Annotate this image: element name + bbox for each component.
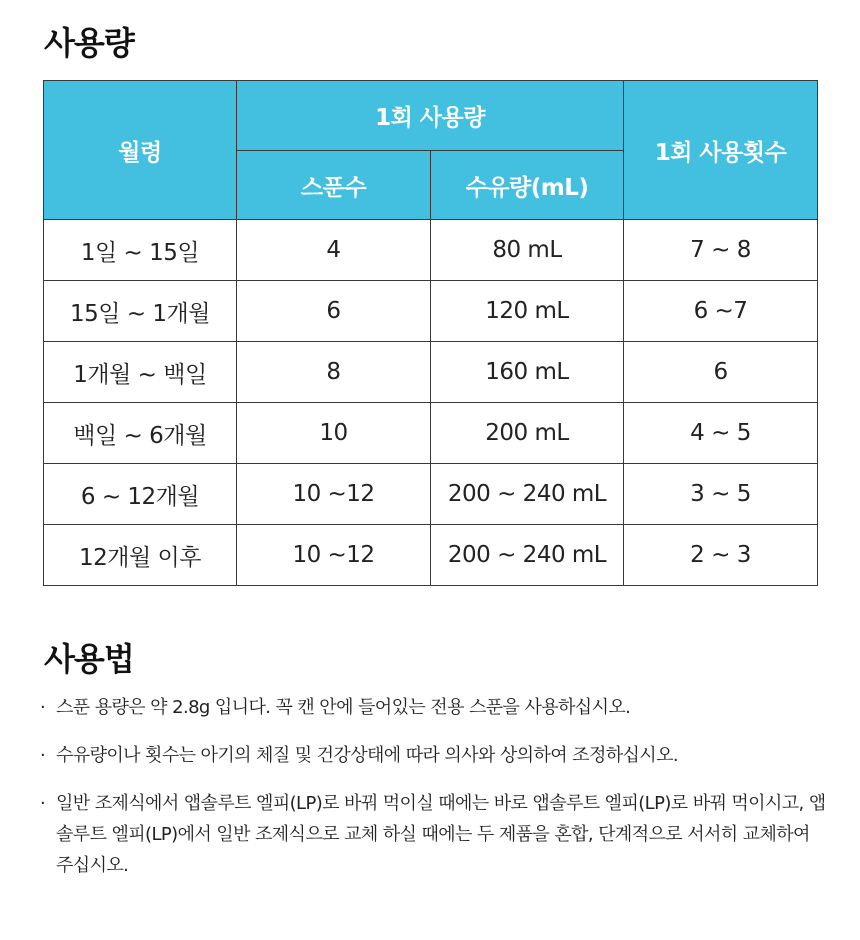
cell-water: 200 ~ 240 mL — [431, 464, 624, 525]
bullet-dot: · — [40, 745, 46, 766]
list-item — [40, 788, 830, 881]
cell-times: 6 ~7 — [624, 281, 818, 342]
cell-age: 1개월 ~ 백일 — [44, 342, 237, 403]
cell-scoops: 10 ~12 — [237, 464, 431, 525]
header-times: 1회 사용횟수 — [624, 81, 818, 220]
header-scoops: 스푼수 — [237, 151, 431, 220]
bullet-dot: · — [40, 793, 46, 814]
cell-age: 백일 ~ 6개월 — [44, 403, 237, 464]
cell-times: 7 ~ 8 — [624, 220, 818, 281]
cell-scoops: 10 — [237, 403, 431, 464]
list-item — [40, 692, 830, 723]
cell-water: 200 mL — [431, 403, 624, 464]
table-row — [44, 525, 818, 586]
cell-scoops: 10 ~12 — [237, 525, 431, 586]
cell-times: 3 ~ 5 — [624, 464, 818, 525]
cell-times: 2 ~ 3 — [624, 525, 818, 586]
cell-age: 12개월 이후 — [44, 525, 237, 586]
table-row — [44, 464, 818, 525]
cell-scoops: 6 — [237, 281, 431, 342]
cell-scoops: 4 — [237, 220, 431, 281]
cell-age: 15일 ~ 1개월 — [44, 281, 237, 342]
cell-water: 80 mL — [431, 220, 624, 281]
cell-water: 200 ~ 240 mL — [431, 525, 624, 586]
cell-water: 120 mL — [431, 281, 624, 342]
dosage-table — [43, 80, 818, 586]
header-age: 월령 — [44, 81, 237, 220]
bullet-dot: · — [40, 697, 46, 718]
note-text: 스푼 용량은 약 2.8g 입니다. 꼭 캔 안에 들어있는 전용 스푼을 사용하십시오. — [56, 697, 631, 718]
header-water: 수유량(mL) — [431, 151, 624, 220]
cell-scoops: 8 — [237, 342, 431, 403]
usage-notes — [40, 692, 830, 898]
table-row — [44, 220, 818, 281]
note-text: 수유량이나 횟수는 아기의 체질 및 건강상태에 따라 의사와 상의하여 조정하십시오. — [56, 745, 679, 766]
cell-age: 1일 ~ 15일 — [44, 220, 237, 281]
cell-water: 160 mL — [431, 342, 624, 403]
table-row — [44, 342, 818, 403]
header-per-dose: 1회 사용량 — [237, 81, 624, 151]
list-item — [40, 740, 830, 771]
cell-age: 6 ~ 12개월 — [44, 464, 237, 525]
table-row — [44, 403, 818, 464]
note-text: 일반 조제식에서 앱솔루트 엘피(LP)로 바꿔 먹이실 때에는 바로 앱솔루트 엘피(LP)로 바꿔 먹이시고, 앱솔루트 엘피(LP)에서 일반 조제식으로 교체 하실 때에는 두 제품을 혼합, 단계적으로 서서히 교체하여 주십시오. — [56, 793, 826, 876]
usage-title: 사용량 — [44, 24, 134, 62]
cell-times: 4 ~ 5 — [624, 403, 818, 464]
method-title: 사용법 — [44, 640, 134, 678]
cell-times: 6 — [624, 342, 818, 403]
table-row — [44, 281, 818, 342]
